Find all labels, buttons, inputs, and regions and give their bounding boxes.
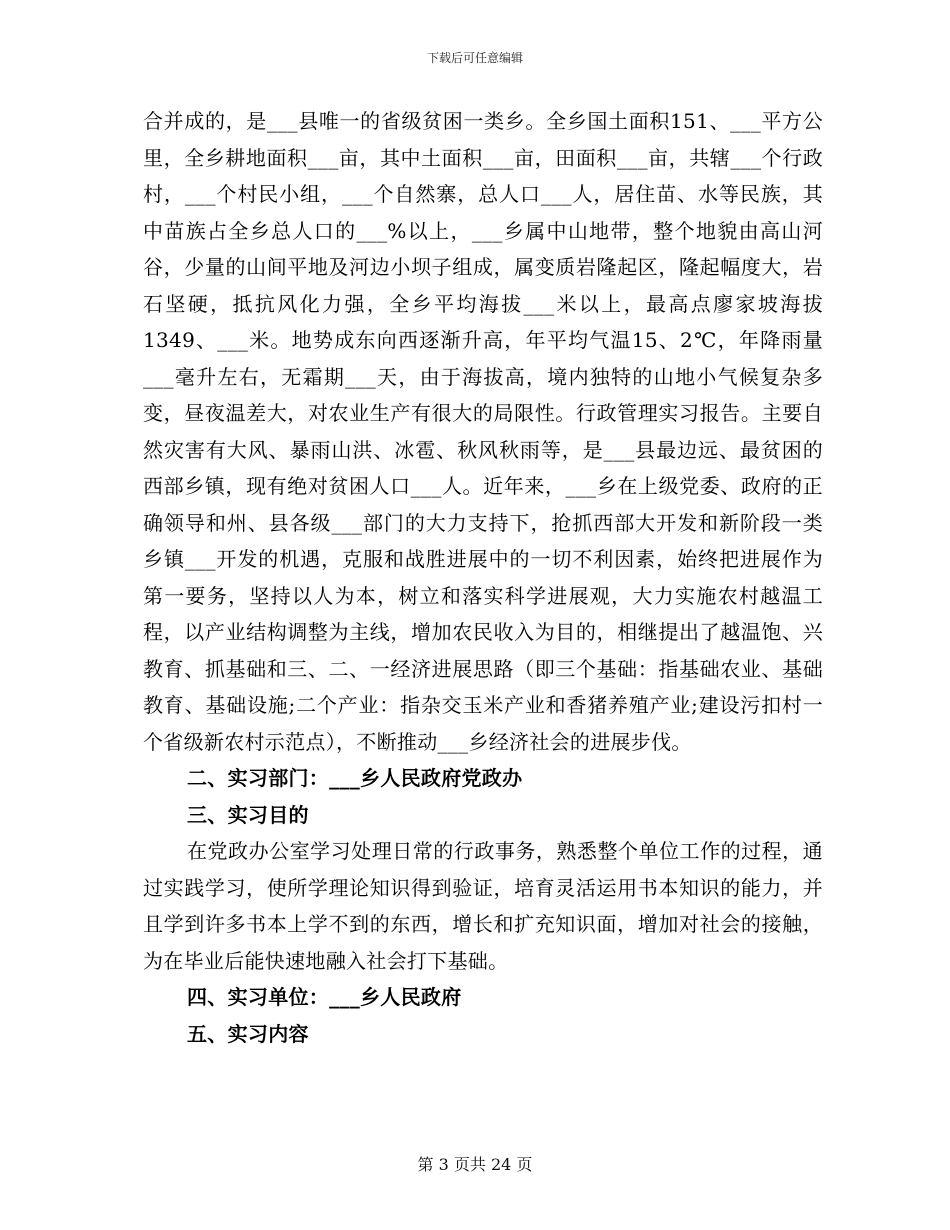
page-footer: 第 3 页共 24 页 (417, 1155, 533, 1174)
page-header: 下载后可任意编辑 (426, 51, 523, 65)
document-body (143, 103, 823, 1052)
paragraph-background: 合并成的，是___县唯一的省级贫困一类乡。全乡国土面积151、___平方公里，全乡耕地面积___亩，其中土面积___亩，田面积___亩，共辖___个行政村，___个村民小组，___个自然寨，总人口___人，居住苗、水等民族，其中苗族占全乡总人口的___%以上，___乡属中山地带，整个地貌由高山河谷，少量的山间平地及河边小坝子组成，属变质岩隆起区，隆起幅度大，岩石坚硬，抵抗风化力强，全乡平均海拔___米以上，最高点廖家坡海拔1349、___米。地势成东向西逐渐升高，年平均气温15、2℃，年降雨量___毫升左右，无霜期___天，由于海拔高，境内独特的山地小气候复杂多变，昼夜温差大，对农业生产有很大的局限性。行政管理实习报告。主要自然灾害有大风、暴雨山洪、冰雹、秋风秋雨等，是___县最边远、最贫困的西部乡镇，现有绝对贫困人口___人。近年来，___乡在上级党委、政府的正确领导和州、县各级___部门的大力支持下，抢抓西部大开发和新阶段一类乡镇___开发的机遇，克服和战胜进展中的一切不利因素，始终把进展作为第一要务，坚持以人为本，树立和落实科学进展观，大力实施农村越温工程，以产业结构调整为主线，增加农民收入为目的，相继提出了越温饱、兴教育、抓基础和三、二、一经济进展思路（即三个基础：指基础农业、基础教育、基础设施;二个产业：指杂交玉米产业和香猪养殖产业;建设污扣村一个省级新农村示范点），不断推动___乡经济社会的进展步伐。 (143, 109, 823, 754)
paragraph-purpose: 在党政办公室学习处理日常的行政事务，熟悉整个单位工作的过程，通过实践学习，使所学理论知识得到验证，培育灵活运用书本知识的能力，并且学到许多书本上学不到的东西，增长和扩充知识面，增加对社会的接触，为在毕业后能快速地融入社会打下基础。 (143, 839, 823, 973)
section-heading-purpose: 三、实习目的 (187, 802, 309, 827)
section-heading-unit: 四、实习单位：___乡人民政府 (187, 985, 462, 1009)
section-heading-content: 五、实习内容 (187, 1021, 309, 1046)
section-heading-department: 二、实习部门：___乡人民政府党政办 (187, 766, 523, 790)
